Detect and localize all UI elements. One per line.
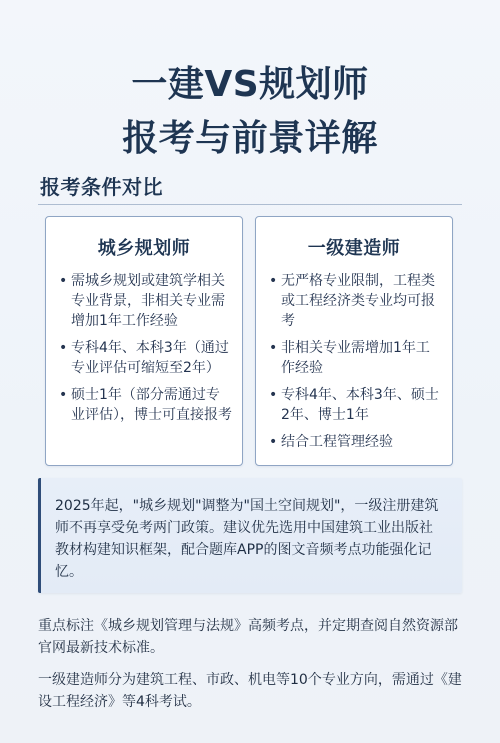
- footer-paragraph-1: 重点标注《城乡规划管理与法规》高频考点，并定期查阅自然资源部官网最新技术标准。: [38, 618, 458, 656]
- section-divider: [38, 204, 462, 205]
- list-item: • 专科4年、本科3年（通过专业评估可缩短至2年）: [59, 338, 232, 378]
- footer-paragraph-2: 一级建造师分为建筑工程、市政、机电等10个专业方向，需通过《建设工程经济》等4科考试。: [38, 672, 462, 710]
- page-title-line-2: 报考与前景详解: [122, 118, 378, 159]
- list-item: • 需城乡规划或建筑学相关专业背景，非相关专业需增加1年工作经验: [59, 271, 232, 331]
- card-title-constructor: 一级建造师: [307, 238, 401, 259]
- list-item: • 硕士1年（部分需通过专业评估），博士可直接报考: [59, 385, 232, 425]
- list-item: • 专科4年、本科3年、硕士2年、博士1年: [269, 385, 442, 425]
- card-urban-planner: [45, 216, 243, 466]
- page-title-line-1: 一建VS规划师: [131, 64, 369, 105]
- card-list-constructor: [256, 271, 452, 452]
- section-title: 报考条件对比: [40, 175, 163, 199]
- list-item: • 结合工程管理经验: [269, 432, 442, 452]
- card-title-urban-planner: 城乡规划师: [97, 238, 191, 259]
- list-item: • 非相关专业需增加1年工作经验: [269, 338, 442, 378]
- card-constructor: [255, 216, 453, 466]
- list-item: • 无严格专业限制，工程类或工程经济类专业均可报考: [269, 271, 442, 331]
- card-list-urban-planner: [46, 271, 242, 425]
- note-box: [38, 478, 462, 593]
- note-text: 2025年起，"城乡规划"调整为"国土空间规划"，一级注册建筑师不再享受免考两门政策。建议优先选用中国建筑工业出版社教材构建知识框架，配合题库APP的图文音频考点功能强化记忆。: [55, 498, 439, 580]
- page-title: [0, 58, 500, 166]
